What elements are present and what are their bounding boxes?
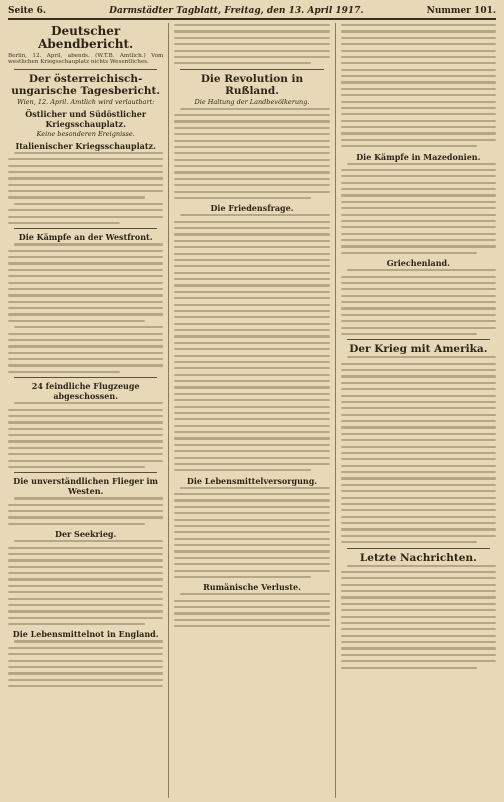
page-number: Seite 6.: [8, 6, 47, 16]
headline-amerika: Der Krieg mit Amerika.: [349, 343, 488, 356]
section-flugzeuge: 24 feindliche Flugzeuge abgeschossen.: [31, 381, 140, 402]
subline: Die Haltung der Landbevölkerung.: [194, 97, 310, 106]
divider: [14, 228, 157, 229]
page-header: [8, 6, 496, 20]
divider: [347, 548, 490, 549]
column-1: [8, 23, 163, 798]
section-seekrieg: Der Seekrieg.: [55, 529, 117, 540]
section-ost-sub: Keine besonderen Ereignisse.: [36, 129, 135, 138]
column-3: [335, 23, 496, 798]
text-block: [8, 540, 163, 625]
divider: [14, 472, 157, 473]
text-block: [8, 497, 163, 525]
text-block: [174, 108, 329, 199]
section-lebensmittel: Die Lebensmittelnot in England.: [12, 629, 159, 640]
section-verluste: Rumänische Verluste.: [203, 582, 301, 593]
text-block: [341, 163, 496, 254]
text-block: [341, 24, 496, 147]
section-ost: Östlicher und Südöstlicher Kriegsschauplatz.: [25, 108, 147, 129]
divider: [347, 339, 490, 340]
text-block: [341, 269, 496, 335]
section-mazedonien: Die Kämpfe in Mazedonien.: [356, 151, 481, 162]
section-friedensfrage: Die Friedensfrage.: [210, 203, 294, 214]
section-westfront: Die Kämpfe an der Westfront.: [18, 232, 153, 243]
section-italien: Italienischer Kriegsschauplatz.: [15, 140, 156, 151]
text-block: [8, 243, 163, 373]
text-block: [174, 24, 329, 64]
headline-revolution: Die Revolution in Rußland.: [200, 72, 304, 97]
subline: Wien, 12. April. Amtlich wird verlautbart:: [17, 97, 155, 106]
text-block: [174, 593, 329, 627]
divider: [14, 69, 157, 70]
newspaper-title: Darmstädter Tagblatt, Freitag, den 13. April 1917.: [109, 6, 364, 16]
section-griechenland: Griechenland.: [386, 258, 450, 269]
divider: [14, 377, 157, 378]
issue-number: Nummer 101.: [426, 6, 496, 16]
headline-oesterreich: Der österreichisch-ungarische Tagesbericht.: [11, 72, 161, 97]
lead-text: Berlin, 12. April, abends. (W.T.B. Amtlich.) Vom westlichen Kriegsschauplatz nichts Wesentliches.: [8, 53, 164, 66]
column-2: [168, 23, 329, 798]
section-flieger: Die unverständlichen Flieger im Westen.: [13, 476, 159, 497]
text-block: [174, 487, 329, 578]
section-lebensmittelversorgung: Die Lebensmittelversorgung.: [186, 475, 318, 486]
text-block: [341, 356, 496, 543]
text-block: [8, 152, 163, 224]
text-block: [341, 565, 496, 669]
columns: [8, 23, 496, 798]
headline-abendbericht: Deutscher Abendbericht.: [38, 24, 134, 51]
text-block: [8, 402, 163, 468]
divider: [180, 69, 323, 70]
headline-letzte-nachrichten: Letzte Nachrichten.: [359, 551, 477, 564]
text-block: [174, 214, 329, 471]
text-block: [8, 640, 163, 687]
